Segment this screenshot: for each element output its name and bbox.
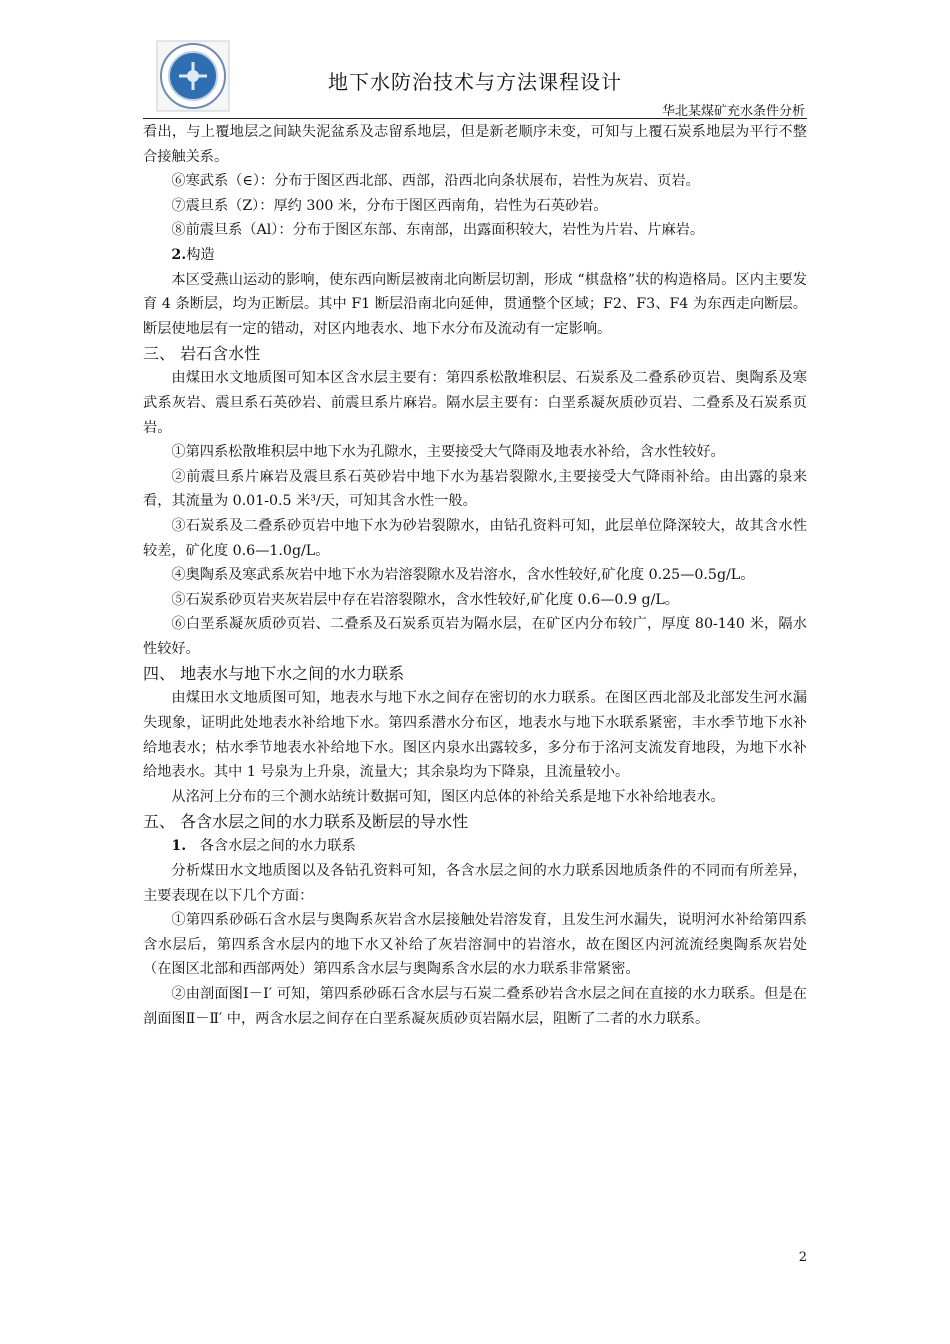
paragraph: ⑦震旦系（Z）：厚约 300 米，分布于图区西南角，岩性为石英砂岩。	[171, 197, 608, 214]
paragraph: 本区受燕山运动的影响，使东西向断层被南北向断层切割，形成 “棋盘格”状的构造格局。区内主要发育 4 条断层，均为正断层。其中 F1 断层沿南北向延伸，贯通整个区域；F2、F3、F4 为东西走向断层。断层使地层有一定的错动，对区内地表水、地下水分布及流动有一定影响。	[143, 271, 807, 337]
section-heading-5: 五、 各含水层之间的水力联系及断层的导水性	[143, 812, 469, 832]
subsection-number: 2.	[171, 246, 187, 263]
paragraph: 从洺河上分布的三个测水站统计数据可知，图区内总体的补给关系是地下水补给地表水。	[171, 788, 725, 805]
paragraph: 由煤田水文地质图可知，地表水与地下水之间存在密切的水力联系。在图区西北部及北部发生河水漏失现象，证明此处地表水补给地下水。第四系潜水分布区，地表水与地下水联系紧密，丰水季节地下水补给地表水；枯水季节地表水补给地下水。图区内泉水出露较多，多分布于洺河支流发育地段，为地下水补给地表水。其中 1 号泉为上升泉，流量大；其余泉均为下降泉，且流量较小。	[143, 690, 807, 781]
paragraph: ③石炭系及二叠系砂页岩中地下水为砂岩裂隙水，由钻孔资料可知，此层单位降深较大，故其含水性较差，矿化度 0.6—1.0g/L。	[143, 517, 807, 559]
document-title: 地下水防治技术与方法课程设计	[328, 70, 622, 94]
section-heading-3: 三、 岩石含水性	[143, 344, 261, 364]
paragraph: ②前震旦系片麻岩及震旦系石英砂岩中地下水为基岩裂隙水,主要接受大气降雨补给。由出露的泉来看，其流量为 0.01-0.5 米³/天，可知其含水性一般。	[143, 468, 807, 510]
paragraph: ④奥陶系及寒武系灰岩中地下水为岩溶裂隙水及岩溶水，含水性较好,矿化度 0.25—0.5g/L。	[171, 567, 755, 584]
paragraph: ②由剖面图Ⅰ－Ⅰ′ 可知，第四系砂砾石含水层与石炭二叠系砂岩含水层之间在直接的水力联系。但是在剖面图Ⅱ－Ⅱ′ 中，两含水层之间存在白垩系凝灰质砂页岩隔水层，阻断了二者的水力联系。	[143, 986, 807, 1027]
page-number: 2	[798, 1250, 807, 1265]
paragraph: 由煤田水文地质图可知本区含水层主要有：第四系松散堆积层、石炭系及二叠系砂页岩、奥陶系及寒武系灰岩、震旦系石英砂岩、前震旦系片麻岩。隔水层主要有：白垩系凝灰质砂页岩、二叠系及石炭系页岩。	[143, 370, 807, 436]
document-body	[143, 120, 807, 1031]
paragraph: ⑧前震旦系（Al）：分布于图区东部、东南部，出露面积较大，岩性为片岩、片麻岩。	[171, 222, 705, 239]
paragraph: ①第四系松散堆积层中地下水为孔隙水，主要接受大气降雨及地表水补给，含水性较好。	[171, 444, 725, 461]
subsection-heading-hydraulic	[143, 834, 807, 859]
subsection-number: 1.	[171, 838, 187, 855]
paragraph: ⑤石炭系砂页岩夹灰岩层中存在岩溶裂隙水，含水性较好,矿化度 0.6—0.9 g/L。	[171, 591, 679, 608]
paragraph: 分析煤田水文地质图以及各钻孔资料可知，各含水层之间的水力联系因地质条件的不同而有所差异，主要表现在以下几个方面：	[143, 863, 807, 904]
paragraph: 看出，与上覆地层之间缺失泥盆系及志留系地层，但是新老顺序未变，可知与上覆石炭系地层为平行不整合接触关系。	[143, 124, 807, 165]
paragraph: ⑥寒武系（∈）：分布于图区西北部、西部，沿西北向条状展布，岩性为灰岩、页岩。	[171, 173, 700, 190]
paragraph: ⑥白垩系凝灰质砂页岩、二叠系及石炭系页岩为隔水层，在矿区内分布较广，厚度 80-140 米，隔水性较好。	[143, 616, 807, 657]
section-heading-4: 四、 地表水与地下水之间的水力联系	[143, 664, 405, 684]
subsection-title: 各含水层之间的水力联系	[199, 838, 356, 855]
header-divider	[143, 118, 807, 119]
paragraph: ①第四系砂砾石含水层与奥陶系灰岩含水层接触处岩溶发育，且发生河水漏失，说明河水补给第四系含水层后，第四系含水层内的地下水又补给了灰岩溶洞中的岩溶水，故在图区内河流流经奥陶系灰岩处（在图区北部和西部两处）第四系含水层与奥陶系含水层的水力联系非常紧密。	[143, 912, 807, 978]
subsection-title: 构造	[186, 246, 215, 263]
subsection-heading-structure	[143, 243, 807, 268]
document-subtitle: 华北某煤矿充水条件分析	[661, 104, 805, 119]
